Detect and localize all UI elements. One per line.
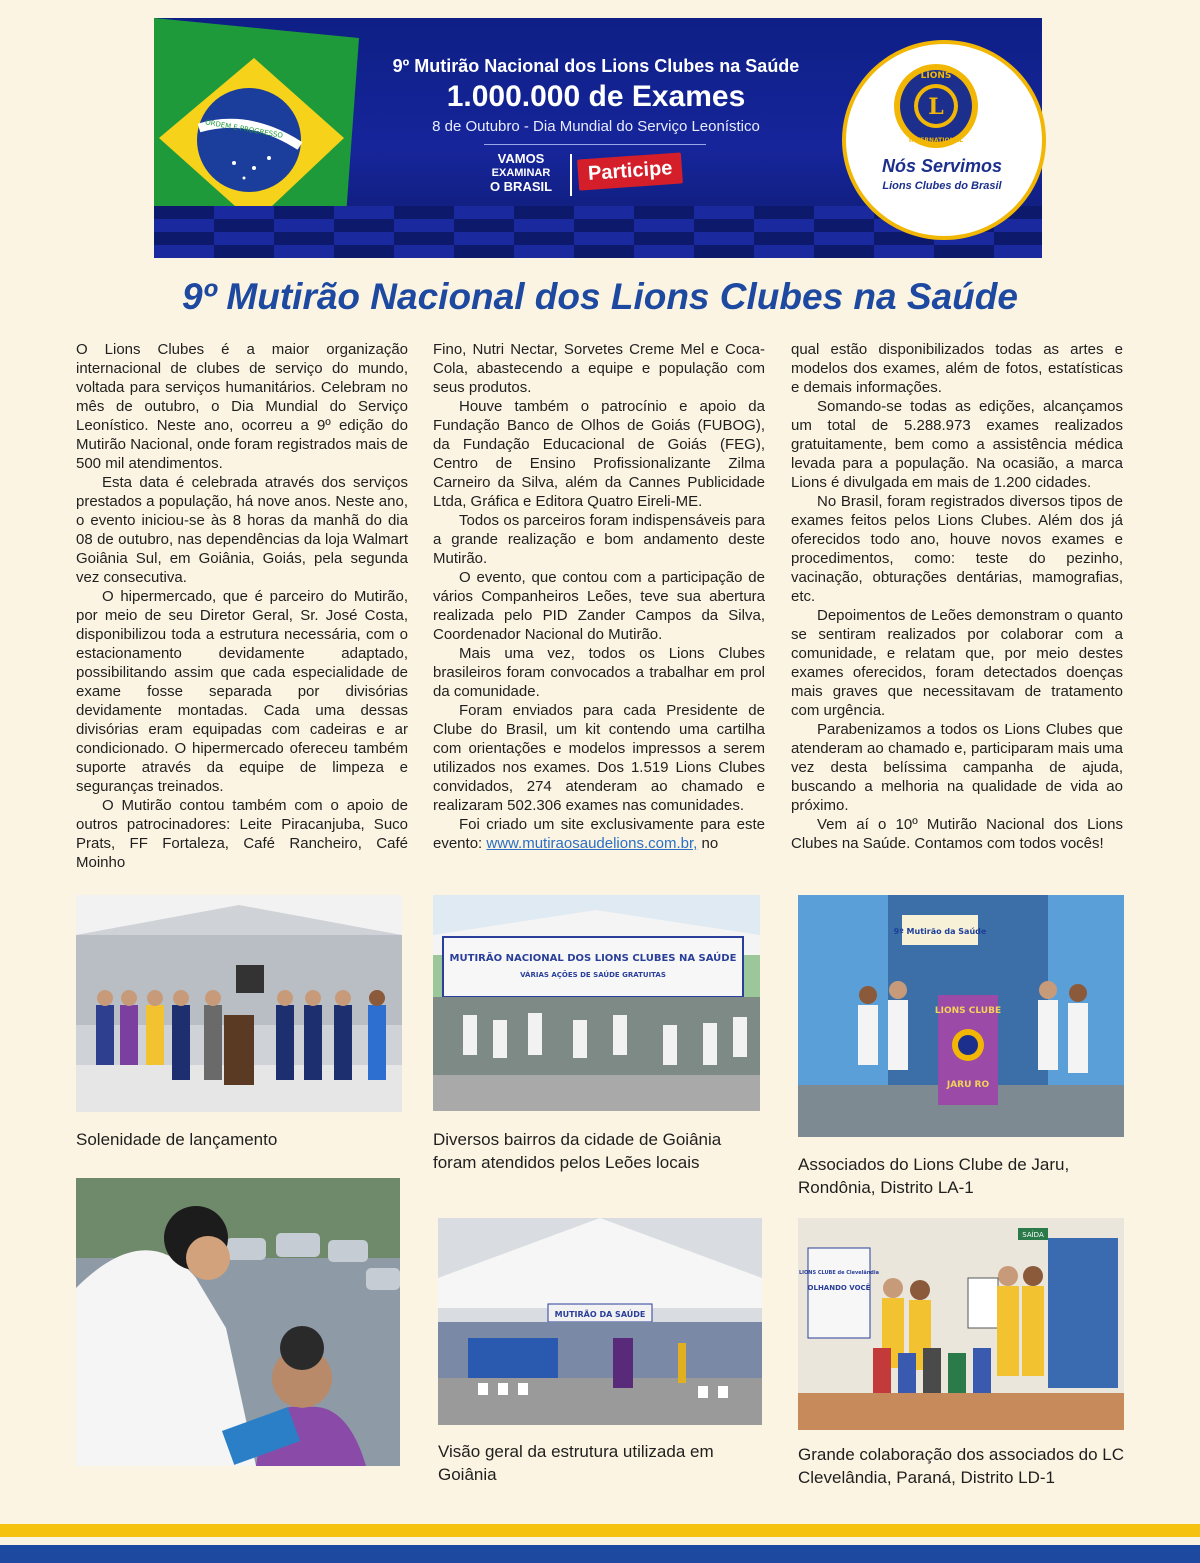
svg-text:L: L bbox=[928, 94, 944, 120]
board-text: LIONS CLUBE de Clevelândia bbox=[799, 1270, 879, 1276]
footer-blue-stripe bbox=[0, 1545, 1200, 1563]
paragraph: Vem aí o 10º Mutirão Nacional dos Lions Clubes na Saúde. Contamos com todos vocês! bbox=[791, 816, 1123, 852]
photo-jaru-group bbox=[798, 895, 1124, 1137]
emblem-ring-text: INTERNATIONAL bbox=[908, 137, 964, 144]
participe-badge: Participe bbox=[577, 152, 683, 190]
paragraph: Depoimentos de Leões demonstram o quanto se sentiram realizados por colaborar com a comunidade, e relatam que, por meio destes exames oferecidos, foram detectados doenças mais graves que necessitavam de tratamento com urgência. bbox=[791, 607, 1123, 719]
paragraph: No Brasil, foram registrados diversos tipos de exames feitos pelos Lions Clubes. Além dos já oferecidos todo ano, houve novos exames e procedimentos, como: teste do pezinho, vacinação, obturações dentárias, mamografias, etc. bbox=[791, 493, 1123, 605]
link-lead-text: Foi criado um site exclusivamente para este evento: bbox=[433, 816, 765, 852]
paragraph: O hipermercado, que é parceiro do Mutirão, por meio de seu Diretor Geral, Sr. José Costa, disponibilizou toda a estrutura necessária, com o estacionamento devidamente adaptado, possibilitando assim que cada especialidade de exame fosse separada por divisórias devidamente montadas. Cada uma dessas divisórias eram equipadas com cadeiras e ar condicionado. O hipermercado ofereceu também suporte através da equipe de limpeza e seguranças treinados. bbox=[76, 588, 408, 795]
tent-banner-text: MUTIRÃO NACIONAL DOS LIONS CLUBES NA SAÚDE bbox=[449, 953, 737, 964]
board-text-2: OLHANDO VOCÊ bbox=[807, 1284, 871, 1292]
photo-clevelandia bbox=[798, 1218, 1124, 1430]
caption-clevelandia: Grande colaboração dos associados do LC Clevelândia, Paraná, Distrito LD-1 bbox=[798, 1445, 1125, 1487]
tent-banner-subtext: VÁRIAS AÇÕES DE SAÚDE GRATUITAS bbox=[520, 971, 666, 979]
jaru-flag-subtext: JARU RO bbox=[946, 1080, 990, 1090]
paragraph: qual estão disponibilizados todas as artes e modelos dos exames, além de fotos, estatísticas e demais informações. bbox=[791, 341, 1123, 396]
article-title: 9º Mutirão Nacional dos Lions Clubes na Saúde bbox=[182, 276, 1018, 317]
banner-date: 8 de Outubro - Dia Mundial do Serviço Leonístico bbox=[432, 118, 760, 135]
paragraph: Fino, Nutri Nectar, Sorvetes Creme Mel e Coca-Cola, abastecendo a equipe e população com seus produtos. bbox=[433, 341, 765, 396]
jaru-flag-text: LIONS CLUBE bbox=[934, 1006, 1002, 1016]
article-column-1 bbox=[76, 340, 408, 871]
article-column-3 bbox=[791, 340, 1123, 860]
article-column-2 bbox=[433, 340, 765, 860]
emblem-lions-text: LIONS bbox=[920, 71, 952, 81]
flag-motto: ORDEM E PROGRESSO bbox=[204, 118, 284, 140]
banner-campaign-title: 9º Mutirão Nacional dos Lions Clubes na Saúde bbox=[392, 56, 800, 76]
jaru-sign-text: 9º Mutirão da Saúde bbox=[893, 927, 987, 936]
caption-jaru-associates: Associados do Lions Clube de Jaru, Rondônia, Distrito LA-1 bbox=[798, 1155, 1070, 1197]
vamos-line-3: O BRASIL bbox=[489, 179, 553, 194]
photo-goiania-tent bbox=[433, 895, 760, 1111]
caption-structure-overview: Visão geral da estrutura utilizada em Goiânia bbox=[438, 1442, 714, 1484]
paragraph: O Mutirão contou também com o apoio de outros patrocinadores: Leite Piracanjuba, Suco Prats, FF Fortaleza, Café Rancheiro, Café Moinho bbox=[76, 797, 408, 871]
slogan-sub: Lions Clubes do Brasil bbox=[882, 180, 1002, 192]
photo-eye-exam bbox=[76, 1178, 400, 1466]
exit-sign-text: SAÍDA bbox=[1022, 1231, 1044, 1239]
paragraph: Parabenizamos a todos os Lions Clubes que atenderam ao chamado e, participaram mais uma vez desta belíssima campanha de ajuda, buscando a melhoria na qualidade de vida ao próximo. bbox=[791, 721, 1123, 814]
slogan: Nós Servimos bbox=[881, 156, 1003, 176]
photo-structure-overview bbox=[438, 1218, 762, 1425]
paragraph: Mais uma vez, todos os Lions Clubes brasileiros foram convocados a trabalhar em prol da comunidade. bbox=[433, 645, 765, 700]
photo-launch-ceremony bbox=[76, 895, 402, 1112]
lions-emblem-icon bbox=[892, 62, 980, 150]
paragraph-with-link bbox=[433, 815, 765, 853]
vamos-separator bbox=[570, 154, 572, 196]
vamos-line-1: VAMOS bbox=[497, 151, 545, 166]
paragraph: Somando-se todas as edições, alcançamos um total de 5.288.973 exames realizados gratuitamente, bem como a assistência médica levada para a população. Na ocasião, a marca Lions é divulgada em mais de 1.200 cidades. bbox=[791, 398, 1123, 491]
paragraph: Todos os parceiros foram indispensáveis para a grande realização e bom andamento deste Mutirão. bbox=[433, 512, 765, 567]
banner-exams-count: 1.000.000 de Exames bbox=[446, 80, 746, 113]
paragraph: Foram enviados para cada Presidente de Clube do Brasil, um kit contendo uma cartilha com orientações e modelos impressos a serem utilizados nos exames. Dos 1.519 Lions Clubes convidados, 274 atenderam ao chamado e realizaram 502.306 exames nas comunidades. bbox=[433, 702, 765, 814]
website-link[interactable]: www.mutiraosaudelions.com.br, bbox=[486, 835, 698, 852]
paragraph: O evento, que contou com a participação de vários Companheiros Leões, teve sua abertura realizada pelo PID Zander Campos da Silva, Coordenador Nacional do Mutirão. bbox=[433, 569, 765, 643]
caption-goiania-neighborhoods: Diversos bairros da cidade de Goiânia foram atendidos pelos Leões locais bbox=[433, 1130, 722, 1172]
header-banner bbox=[154, 18, 1042, 258]
vamos-line-2: EXAMINAR bbox=[491, 167, 551, 179]
link-trail-text: no bbox=[697, 835, 719, 852]
paragraph: Esta data é celebrada através dos serviços prestados a população, há nove anos. Neste ano, o evento iniciou-se às 8 horas da manhã do dia 08 de outubro, nas dependências da loja Walmart Goiânia Sul, em Goiânia, Goiás, pela segunda vez consecutiva. bbox=[76, 474, 408, 586]
structure-banner-text: MUTIRÃO DA SAÚDE bbox=[554, 1310, 646, 1319]
banner-divider bbox=[484, 144, 706, 145]
paragraph: O Lions Clubes é a maior organização internacional de clubes de serviço do mundo, voltada para serviços humanitários. Celebram no mês de outubro, o Dia Mundial do Serviço Leonístico. Neste ano, ocorreu a 9º edição do Mutirão Nacional, onde foram registrados mais de 500 mil atendimentos. bbox=[76, 341, 408, 472]
vamos-examinar-block bbox=[476, 152, 566, 194]
caption-launch-ceremony: Solenidade de lançamento bbox=[76, 1130, 278, 1149]
footer-yellow-stripe bbox=[0, 1524, 1200, 1537]
paragraph: Houve também o patrocínio e apoio da Fundação Banco de Olhos de Goiás (FUBOG), da Fundação Educacional de Goiás (FEG), Centro de Ensino Profissionalizante Zilma Carneiro da Silva, além da Cannes Publicidade Ltda, Gráfica e Editora Quatro Eireli-ME. bbox=[433, 398, 765, 510]
